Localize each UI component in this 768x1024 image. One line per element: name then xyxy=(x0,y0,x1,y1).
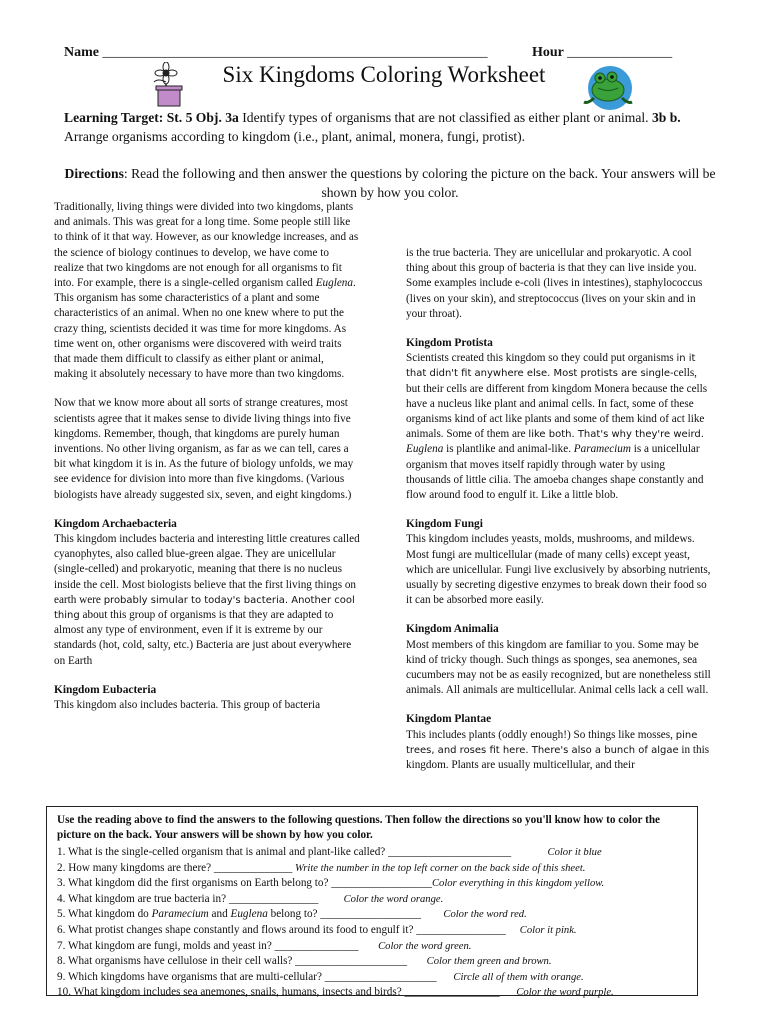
paramecium-term: Paramecium xyxy=(151,908,209,921)
question-5[interactable] xyxy=(57,907,687,923)
questions-heading: Use the reading above to find the answers to the following questions. Then follow the directions so you'll know how to color the picture on the back. Your answers will be shown by how you color. xyxy=(57,814,661,841)
question-text: 10. What kingdom includes sea anemones, snails, humans, insects and birds? _________________ xyxy=(57,986,500,999)
euglena-term: Euglena xyxy=(230,908,268,921)
question-2[interactable] xyxy=(57,861,687,877)
question-text: 6. What protist changes shape constantly and flows around its food to engulf it? ________________ xyxy=(57,923,506,936)
left-column xyxy=(54,200,360,727)
fungi-text: This kingdom includes yeasts, molds, mushrooms, and mildews. Most fungi are multicellular (made of many cells) except yeast, which are unicellular. Fungi live exclusively by absorbing nutrients, usually by secreting digestive enzymes to break down their food so it can be absorbed more easily. xyxy=(406,533,711,607)
intro-text-b: . This organism has some characteristics of a plant and some characteristics of an animal. When no one knew where to put the crazy thing, scientists decided it was time for more kingdoms. As time went on, other organisms were discovered with weird traits that made them difficult to classify as either plant or animal, making it absolutely necessary to have more than two kingdoms. xyxy=(54,277,356,381)
question-1[interactable] xyxy=(57,845,687,861)
question-7[interactable] xyxy=(57,939,687,955)
learning-target xyxy=(64,108,714,146)
question-instruction: Color them green and brown. xyxy=(426,956,552,968)
plantae-handwritten: pine trees, and roses fit here. There's also a bunch of algae xyxy=(406,729,698,756)
archaebacteria-text xyxy=(54,532,360,669)
question-instruction: Color the word orange. xyxy=(343,893,444,905)
learning-target-label-b: 3b b. xyxy=(651,110,681,125)
question-text-b: and xyxy=(208,908,231,921)
plantae-text-a: This includes plants (oddly enough!) So things like mosses, xyxy=(406,728,676,741)
intro-text-a: Traditionally, living things were divided into two kingdoms, plants and animals. This was great for a long time. Some people still like to think of it that way. However, as our knowledge increases, and as the science of biology continues to develop, we have come to realize that two kingdoms are not enough for all organisms to fit into. For example, there is a single-celled organism called xyxy=(54,201,359,290)
plantae-text xyxy=(406,728,712,774)
question-9[interactable] xyxy=(57,970,687,986)
question-instruction: Color it pink. xyxy=(519,924,577,936)
directions-text: : Read the following and then answer the questions by coloring the picture on the back. Your answers will be shown by how you color. xyxy=(123,166,716,200)
question-instruction: Circle all of them with orange. xyxy=(453,971,584,983)
protista-handwritten-1: in it that didn't fit anywhere else. Most protists are single- xyxy=(406,353,696,380)
archaebacteria-text-b: about this group of organisms is that they are adapted to almost any type of environment, even if it is extreme by our standards (hot, cold, salty, etc.) Bacteria are just about everywhere on Earth xyxy=(54,609,352,667)
page-title: Six Kingdoms Coloring Worksheet xyxy=(222,62,546,87)
question-3[interactable] xyxy=(57,876,687,892)
question-text-a: 5. What kingdom do xyxy=(57,908,152,921)
question-instruction: Color the word purple. xyxy=(516,987,614,999)
archaebacteria-heading: Kingdom Archaebacteria xyxy=(54,517,177,530)
eubacteria-heading: Kingdom Eubacteria xyxy=(54,683,157,696)
question-text: 9. Which kingdoms have organisms that are multi-cellular? ____________________ xyxy=(57,970,437,983)
archaebacteria-text-a: This kingdom includes bacteria and interesting little creatures called cyanophytes, also called blue-green algae. They are unicellular (single-celled) and prokaryotic, meaning that there is no nucleus inside the cell. Most biologists believe that the first living things on earth were xyxy=(54,533,360,606)
question-text-c: belong to? __________________ xyxy=(267,908,421,921)
euglena-term: Euglena xyxy=(406,443,444,456)
hour-blank[interactable]: _______________ xyxy=(567,45,673,60)
protista-text-b: cells, but their cells are different from kingdom Monera because the cells have a nucleus like plant and animal cells. In fact, some of these organisms kind of act like plants and some of them kind of act like animals. Some of them are xyxy=(406,367,708,441)
plantae-heading: Kingdom Plantae xyxy=(406,713,492,726)
intro-paragraph xyxy=(54,200,360,382)
animalia-heading: Kingdom Animalia xyxy=(406,623,499,636)
protista-text xyxy=(406,351,712,503)
name-label: Name xyxy=(64,45,99,60)
question-10[interactable] xyxy=(57,985,687,1001)
learning-target-label: Learning Target: St. 5 Obj. 3a xyxy=(64,110,239,125)
questions-box xyxy=(46,806,698,999)
name-field[interactable] xyxy=(64,45,488,61)
plantae-text-b: in this kingdom. Plants are usually multicellular, and their xyxy=(406,743,710,772)
question-text: 3. What kingdom did the first organisms on Earth belong to? __________________ xyxy=(57,877,432,890)
name-blank[interactable]: _______________________________________________________ xyxy=(102,45,488,60)
protista-text-a: Scientists created this kingdom so they could put organisms xyxy=(406,352,677,365)
directions xyxy=(60,164,720,202)
learning-target-text-b: Arrange organisms according to kingdom (i.e., plant, animal, monera, fungi, protist). xyxy=(64,129,526,144)
question-8[interactable] xyxy=(57,954,687,970)
hour-label: Hour xyxy=(532,45,564,60)
eubacteria-continued: is the true bacteria. They are unicellular and prokaryotic. A cool thing about this group of bacteria is that they can live inside you. Some examples include e-coli (lives in intestines), staphylococcus (lives on your skin), and streptococcus (lives on your skin and in your throat). xyxy=(406,247,703,320)
question-text: 8. What organisms have cellulose in their cell walls? ____________________ xyxy=(57,955,408,968)
question-instruction: Write the number in the top left corner on the back side of this sheet. xyxy=(295,862,586,874)
question-4[interactable] xyxy=(57,892,687,908)
five-kingdoms-paragraph: Now that we know more about all sorts of strange creatures, most scientists agree that it makes sense to divide living things into five kingdoms. Remember, though, that kingdoms are purely human inventions. No other living organism, as far as we can tell, cares a bit what kingdom it is in. As the future of biology unfolds, we may see evidence for division into more than five kingdoms. (Various biologists have already suggested six, seven, and eight kingdoms.) xyxy=(54,397,354,501)
euglena-term: Euglena xyxy=(315,277,353,290)
directions-label: Directions xyxy=(64,166,124,181)
question-text: 7. What kingdom are fungi, molds and yeast in? _______________ xyxy=(57,939,359,952)
question-instruction: Color the word red. xyxy=(443,909,527,921)
protista-heading: Kingdom Protista xyxy=(406,337,493,350)
question-instruction: Color everything in this kingdom yellow. xyxy=(431,878,605,890)
question-text: 2. How many kingdoms are there? ______________ xyxy=(57,861,293,874)
animalia-text: Most members of this kingdom are familiar to you. Some may be kind of tricky though. Such things as sponges, sea anemones, sea cucumbers may not be as easily recognized, but are nonetheless still animals. All animals are multicellular. Animal cells lack a cell wall. xyxy=(406,638,711,697)
question-instruction: Color the word green. xyxy=(378,940,472,952)
protista-text-d: is a unicellular organism that moves itself rapidly through water by using thousands of little cilia. The amoeba changes shape constantly and flow around food to engulf it. Like a little blob. xyxy=(406,443,704,502)
paramecium-term: Paramecium xyxy=(573,443,631,456)
question-instruction: Color it blue xyxy=(547,847,602,858)
question-text: 1. What is the single-celled organism that is animal and plant-like called? ______________________ xyxy=(57,846,512,858)
right-column xyxy=(406,246,712,806)
protista-text-c: is plantlike and animal-like. xyxy=(443,443,574,456)
fungi-heading: Kingdom Fungi xyxy=(406,518,483,531)
learning-target-text-a: Identify types of organisms that are not classified as either plant or animal. xyxy=(238,110,652,125)
eubacteria-text: This kingdom also includes bacteria. This group of bacteria xyxy=(54,699,321,712)
question-text: 4. What kingdom are true bacteria in? ________________ xyxy=(57,892,319,905)
question-6[interactable] xyxy=(57,923,687,939)
archaebacteria-handwritten: probably simular to today's bacteria. Another cool thing xyxy=(54,594,355,622)
protista-handwritten-2: like both. That's why they're weird. xyxy=(528,429,704,441)
